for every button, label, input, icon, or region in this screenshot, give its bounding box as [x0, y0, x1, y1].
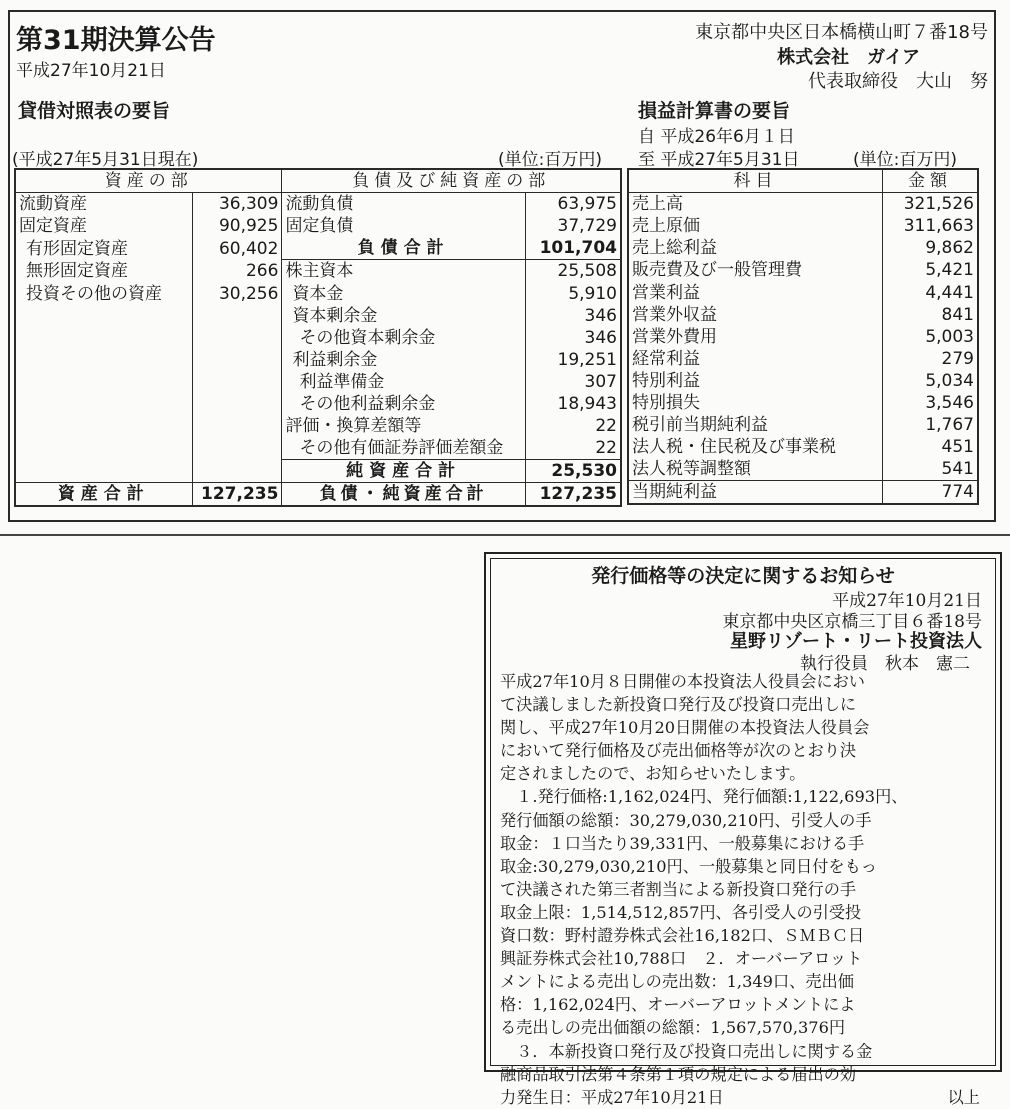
- assets-header: 資産の部: [15, 169, 282, 193]
- income-statement-heading: 損益計算書の要旨: [638, 100, 791, 122]
- representative: 代表取締役 大山 努: [808, 71, 988, 92]
- company-address: 東京都中央区日本橋横山町７番18号: [695, 22, 988, 43]
- liability-value: 307: [584, 371, 617, 392]
- as-of-date: (平成27年5月31日現在): [12, 150, 199, 170]
- pl-value: 841: [941, 304, 974, 325]
- table-header-row: [15, 169, 621, 193]
- table-row: [15, 460, 621, 483]
- liability-value: 22: [595, 416, 617, 437]
- notice-title: 第31期決算公告: [16, 25, 216, 56]
- table-row: [15, 349, 621, 371]
- body-line: 取金:30,279,030,210円、一般募集と同日付をもっ: [500, 856, 877, 876]
- body-line: 取金上限：1,514,512,857円、各引受人の引受投: [500, 902, 862, 922]
- body-line: て決議しました新投資口発行及び投資口売出しに: [500, 695, 857, 715]
- liability-label: 資本金: [282, 282, 525, 304]
- pl-value: 451: [941, 437, 974, 458]
- table-row: [628, 237, 978, 259]
- pl-value: 321,526: [903, 194, 974, 215]
- liability-label: その他利益剰余金: [282, 393, 525, 415]
- reit-issuer-name: 星野リゾート・リート投資法人: [730, 631, 982, 652]
- table-row: [15, 415, 621, 437]
- liability-label: その他資本剰余金: [282, 327, 525, 349]
- liability-label: 利益準備金: [282, 371, 525, 393]
- pl-label: 法人税・住民税及び事業税: [628, 436, 883, 458]
- table-row: [15, 305, 621, 327]
- liabilities-header: 負債及び純資産の部: [282, 169, 621, 193]
- liability-value: 25,508: [525, 260, 621, 283]
- liability-label: 株主資本: [282, 260, 525, 283]
- closing-word: 以上: [947, 1087, 980, 1107]
- liability-total-value: 101,704: [539, 238, 617, 259]
- liab-total-label: 負債・純資産合計: [282, 483, 525, 507]
- body-line: において発行価格及び売出価格等が次のとおり決: [500, 741, 857, 761]
- pl-value: 5,003: [925, 326, 974, 347]
- table-header-row: [628, 169, 978, 193]
- pl-value: 541: [941, 459, 974, 480]
- net-assets-total-value: 25,530: [525, 460, 621, 483]
- liability-value: 18,943: [557, 393, 617, 414]
- liability-label: 固定負債: [282, 215, 525, 237]
- body-line: 興証券株式会社10,788口 ２．オーバーアロット: [500, 949, 863, 969]
- balance-sheet-table: [14, 168, 622, 507]
- table-row: [628, 370, 978, 392]
- pl-label: 営業利益: [628, 281, 883, 303]
- asset-label: 無形固定資産: [15, 260, 192, 283]
- table-row: [15, 260, 621, 283]
- pl-label: 法人税等調整額: [628, 458, 883, 481]
- table-row: [15, 327, 621, 349]
- liability-value: 63,975: [557, 194, 617, 215]
- body-line: メントによる売出しの売出数：1,349口、売出価: [500, 972, 854, 992]
- body-line: る売出しの売出価額の総額：1,567,570,376円: [500, 1018, 846, 1038]
- table-row: [628, 436, 978, 458]
- notice-date: 平成27年10月21日: [16, 61, 166, 81]
- body-line: 関し、平成27年10月20日開催の本投資法人役員会: [500, 718, 870, 738]
- table-row: [628, 193, 978, 216]
- table-row: [15, 437, 621, 460]
- balance-sheet-heading: 貸借対照表の要旨: [18, 100, 171, 122]
- asset-label: 流動資産: [15, 193, 192, 216]
- liability-total-label: 負債合計: [282, 237, 525, 260]
- effective-date-line: 力発生日：平成27年10月21日: [500, 1087, 724, 1107]
- table-row: [15, 215, 621, 237]
- period-to: 至 平成27年5月31日: [638, 150, 800, 170]
- liability-value: 19,251: [557, 349, 617, 370]
- pl-value: 5,421: [925, 260, 974, 281]
- body-last-line: [500, 1086, 986, 1109]
- table-row: [15, 237, 621, 260]
- table-row: [15, 393, 621, 415]
- table-total-row: [15, 483, 621, 507]
- asset-value: 90,925: [192, 215, 282, 237]
- asset-label: 投資その他の資産: [15, 282, 192, 304]
- table-row: [628, 481, 978, 505]
- asset-value: 36,309: [192, 193, 282, 216]
- pl-label: 販売費及び一般管理費: [628, 259, 883, 281]
- divider-rule: [0, 534, 1010, 536]
- reit-notice-title: 発行価格等の決定に関するお知らせ: [591, 565, 895, 587]
- pl-label: 当期純利益: [628, 481, 883, 505]
- body-line: て決議された第三者割当による新投資口発行の手: [500, 879, 857, 899]
- pl-label: 税引前当期純利益: [628, 414, 883, 436]
- pl-label: 営業外費用: [628, 326, 883, 348]
- table-row: [15, 371, 621, 393]
- pl-value: 1,767: [925, 415, 974, 436]
- unit-label-bs: (単位:百万円): [498, 150, 602, 170]
- asset-value: 60,402: [192, 237, 282, 260]
- pl-label: 売上総利益: [628, 237, 883, 259]
- item-header: 科目: [628, 169, 883, 193]
- assets-total-label: 資産合計: [15, 483, 192, 507]
- pl-label: 営業外収益: [628, 304, 883, 326]
- unit-label-pl: (単位:百万円): [853, 150, 957, 170]
- reit-notice-body: [500, 670, 986, 1109]
- body-line: ３．本新投資口発行及び投資口売出しに関する金: [500, 1041, 873, 1061]
- table-row: [15, 282, 621, 304]
- pl-label: 特別損失: [628, 392, 883, 414]
- table-row: [628, 304, 978, 326]
- body-line: １.発行価格:1,162,024円、発行価額:1,122,693円、: [500, 787, 908, 807]
- pl-value: 279: [941, 348, 974, 369]
- liability-value: 5,910: [568, 283, 617, 304]
- asset-value: 266: [192, 260, 282, 283]
- asset-value: 30,256: [192, 282, 282, 304]
- amount-header: 金額: [883, 169, 978, 193]
- liab-total-value: 127,235: [525, 483, 621, 507]
- reit-address: 東京都中央区京橋三丁目６番18号: [722, 612, 982, 632]
- liability-label: 評価・換算差額等: [282, 415, 525, 437]
- pl-value: 311,663: [903, 216, 974, 237]
- table-row: [628, 215, 978, 237]
- body-line: 取金：１口当たり39,331円、一般募集における手: [500, 833, 865, 853]
- liability-value: 22: [595, 438, 617, 459]
- liability-label: 資本剰余金: [282, 305, 525, 327]
- body-line: 発行価額の総額：30,279,030,210円、引受人の手: [500, 810, 872, 830]
- period-from: 自 平成26年6月１日: [638, 127, 795, 147]
- company-name: 株式会社 ガイア: [777, 47, 920, 68]
- body-line: 平成27年10月８日開催の本投資法人役員会におい: [500, 672, 865, 691]
- liability-label: 流動負債: [282, 193, 525, 216]
- net-assets-total-label: 純資産合計: [282, 460, 525, 483]
- table-row: [628, 414, 978, 436]
- body-line: 格：1,162,024円、オーバーアロットメントによ: [500, 995, 856, 1015]
- reit-officer: 執行役員 秋本 憲二: [800, 654, 970, 674]
- table-row: [15, 193, 621, 216]
- asset-label: 固定資産: [15, 215, 192, 237]
- income-statement-table: [627, 168, 979, 505]
- liability-value: 37,729: [557, 216, 617, 237]
- pl-value: 774: [883, 481, 978, 505]
- pl-label: 売上原価: [628, 215, 883, 237]
- liability-value: 346: [584, 305, 617, 326]
- liability-label: その他有価証券評価差額金: [282, 437, 525, 460]
- liability-label: 利益剰余金: [282, 349, 525, 371]
- pl-value: 9,862: [925, 238, 974, 259]
- body-line: 定されましたので、お知らせいたします。: [500, 764, 806, 784]
- liability-value: 346: [584, 327, 617, 348]
- pl-value: 5,034: [925, 370, 974, 391]
- pl-value: 4,441: [925, 282, 974, 303]
- asset-label: 有形固定資産: [15, 237, 192, 260]
- table-row: [628, 458, 978, 481]
- table-row: [628, 281, 978, 303]
- pl-value: 3,546: [925, 392, 974, 413]
- reit-notice-date: 平成27年10月21日: [832, 591, 982, 611]
- table-row: [628, 348, 978, 370]
- table-row: [628, 392, 978, 414]
- pl-label: 売上高: [628, 193, 883, 216]
- assets-total-value: 127,235: [192, 483, 282, 507]
- pl-label: 経常利益: [628, 348, 883, 370]
- table-row: [628, 259, 978, 281]
- body-line: 融商品取引法第４条第１項の規定による届出の効: [500, 1064, 857, 1084]
- pl-label: 特別利益: [628, 370, 883, 392]
- table-row: [628, 326, 978, 348]
- body-line: 資口数：野村證券株式会社16,182口、ＳＭＢＣ日: [500, 926, 865, 946]
